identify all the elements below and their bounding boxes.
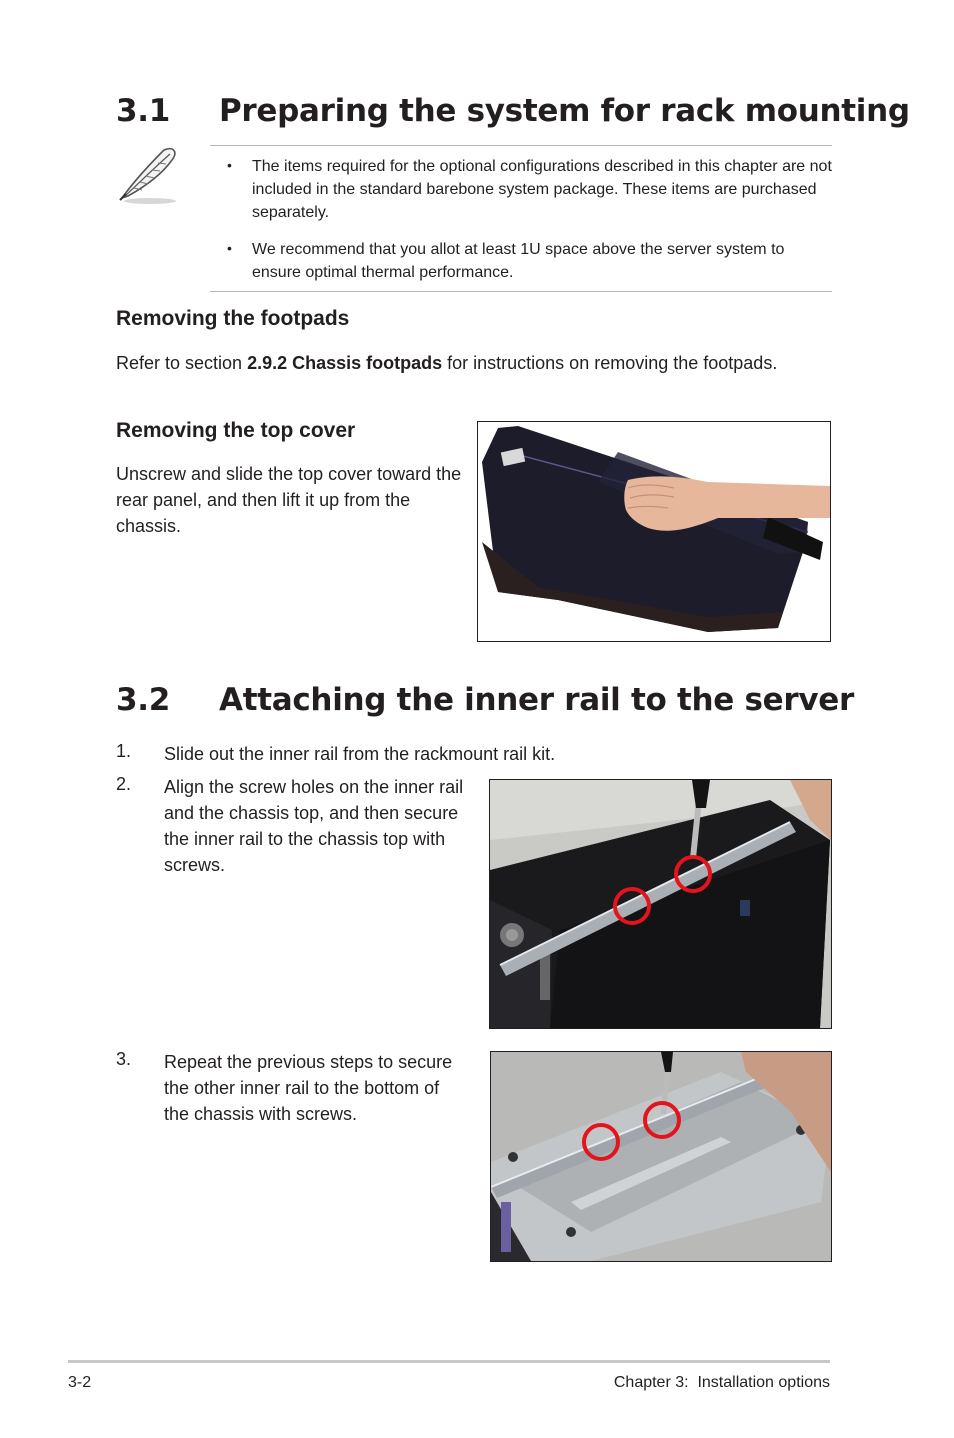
inner-rail-bottom-photo	[490, 1051, 832, 1262]
step-1-text: Slide out the inner rail from the rackmount rail kit.	[164, 744, 556, 764]
footer-rule	[68, 1360, 830, 1363]
step-2-number: 2.	[116, 774, 132, 794]
section-number: 3.2	[116, 682, 171, 718]
note-top-rule	[210, 145, 832, 146]
footer-chapter: Chapter 3: Installation options	[613, 1374, 830, 1391]
step-3-text: Repeat the previous steps to secure the other inner rail to the bottom of the chassis with screws.	[164, 1052, 453, 1124]
footer-page-number: 3-2	[68, 1374, 92, 1391]
top-cover-heading: Removing the top cover	[116, 419, 356, 442]
step-1-number: 1.	[116, 741, 132, 761]
footpads-heading: Removing the footpads	[116, 307, 350, 330]
note-item-1: The items required for the optional configurations described in this chapter are not included in the standard barebone system package. These items are purchased separately.	[252, 158, 832, 221]
note-bottom-rule	[210, 291, 832, 292]
feather-pen-icon	[114, 144, 180, 208]
section-3-2-heading	[116, 682, 856, 722]
note-bullet-1: •	[227, 157, 232, 173]
inner-rail-top-photo	[489, 779, 832, 1029]
step-2-text: Align the screw holes on the inner rail and the chassis top, and then secure the inner rail to the chassis top with screws.	[164, 777, 464, 875]
footpads-paragraph	[116, 350, 846, 376]
step-3-number: 3.	[116, 1049, 132, 1069]
note-icon	[114, 144, 180, 208]
note-item-2: We recommend that you allot at least 1U space above the server system to ensure optimal thermal performance.	[252, 241, 785, 281]
section-number: 3.1	[116, 93, 171, 129]
top-cover-paragraph: Unscrew and slide the top cover toward the rear panel, and then lift it up from the chassis.	[116, 464, 462, 536]
top-cover-photo	[477, 421, 831, 642]
footpads-text-before: Refer to section	[116, 353, 248, 373]
footpads-section-link: 2.9.2 Chassis footpads	[247, 353, 443, 373]
section-title: Preparing the system for rack mounting	[219, 93, 910, 129]
note-bullet-2: •	[227, 240, 232, 256]
section-title: Attaching the inner rail to the server	[219, 682, 854, 718]
section-3-1-heading	[116, 93, 910, 133]
footpads-text-after: for instructions on removing the footpads.	[442, 353, 778, 373]
